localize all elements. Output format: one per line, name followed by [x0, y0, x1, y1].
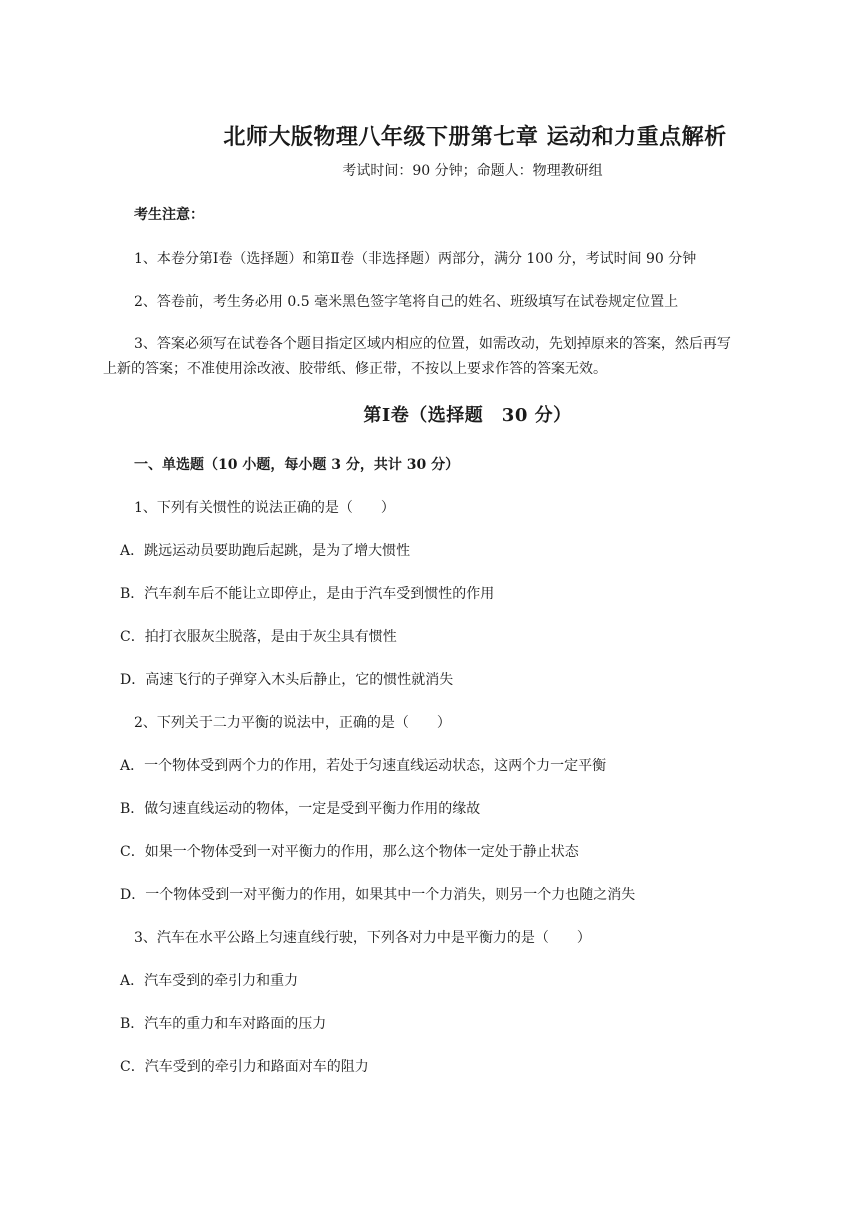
question-2-option-d: D．一个物体受到一对平衡力的作用，如果其中一个力消失，则另一个力也随之消失 — [120, 887, 636, 903]
question-3-stem: 3、汽车在水平公路上匀速直线行驶，下列各对力中是平衡力的是（ ） — [134, 930, 591, 946]
notice-item-3-line-1: 3、答案必须写在试卷各个题目指定区域内相应的位置，如需改动，先划掉原来的答案，然后再写 — [134, 336, 731, 352]
question-2-stem: 2、下列关于二力平衡的说法中，正确的是（ ） — [134, 715, 451, 731]
notice-heading: 考生注意： — [134, 207, 204, 223]
question-1-option-b: B．汽车刹车后不能让立即停止，是由于汽车受到惯性的作用 — [120, 586, 495, 602]
exam-subtitle: 考试时间：90 分钟；命题人：物理教研组 — [342, 163, 603, 179]
part-heading: 一、单选题（10 小题，每小题 3 分，共计 30 分） — [134, 457, 460, 473]
question-1-option-a: A．跳远运动员要助跑后起跳，是为了增大惯性 — [120, 543, 411, 559]
question-1-option-d: D．高速飞行的子弹穿入木头后静止，它的惯性就消失 — [120, 672, 454, 688]
question-2-option-b: B．做匀速直线运动的物体，一定是受到平衡力作用的缘故 — [120, 801, 481, 817]
notice-item-1: 1、本卷分第Ⅰ卷（选择题）和第Ⅱ卷（非选择题）两部分，满分 100 分，考试时间 90 分钟 — [134, 251, 697, 267]
question-3-option-b: B．汽车的重力和车对路面的压力 — [120, 1016, 327, 1032]
notice-item-3-line-2: 上新的答案；不准使用涂改液、胶带纸、修正带，不按以上要求作答的答案无效。 — [103, 361, 607, 377]
question-2-option-a: A．一个物体受到两个力的作用，若处于匀速直线运动状态，这两个力一定平衡 — [120, 758, 607, 774]
question-1-stem: 1、下列有关惯性的说法正确的是（ ） — [134, 500, 395, 516]
question-1-option-c: C．拍打衣服灰尘脱落，是由于灰尘具有惯性 — [120, 629, 397, 645]
section-title: 第Ⅰ卷（选择题 30 分） — [363, 405, 572, 426]
question-3-option-c: C．汽车受到的牵引力和路面对车的阻力 — [120, 1059, 369, 1075]
question-3-option-a: A．汽车受到的牵引力和重力 — [120, 973, 299, 989]
notice-item-2: 2、答卷前，考生务必用 0.5 毫米黑色签字笔将自己的姓名、班级填写在试卷规定位置上 — [134, 294, 679, 310]
question-2-option-c: C．如果一个物体受到一对平衡力的作用，那么这个物体一定处于静止状态 — [120, 844, 579, 860]
exam-title: 北师大版物理八年级下册第七章 运动和力重点解析 — [223, 124, 727, 150]
